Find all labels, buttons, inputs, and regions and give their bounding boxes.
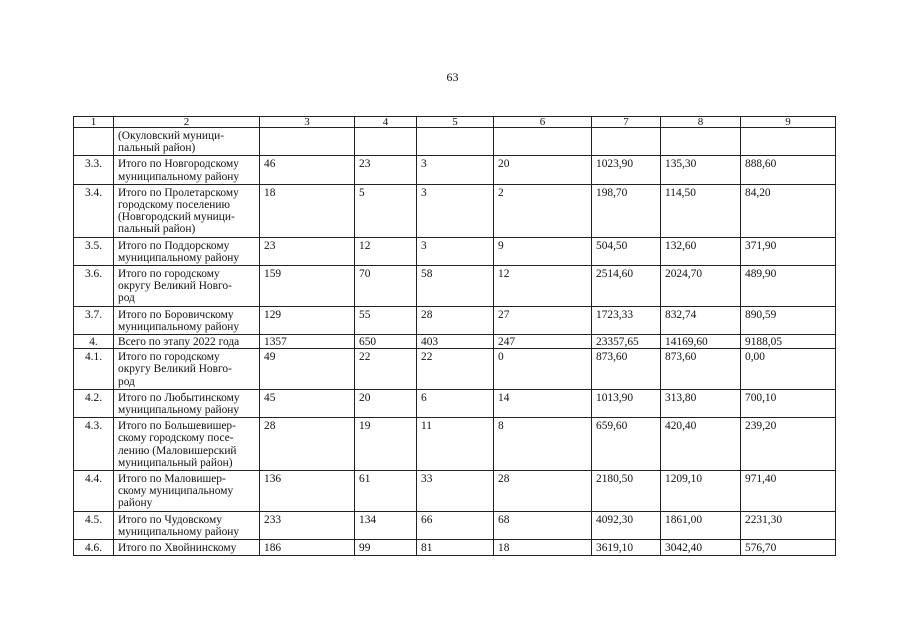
cell-col-3: 23: [260, 237, 355, 265]
header-col-name: 2: [114, 117, 260, 128]
cell-col-5: 403: [417, 335, 494, 349]
cell-col-9: 239,20: [741, 418, 836, 471]
table-row: [74, 418, 836, 471]
cell-col-4: 55: [355, 306, 417, 334]
cell-col-5: 11: [417, 418, 494, 471]
cell-col-3: 18: [260, 184, 355, 237]
cell-col-3: 46: [260, 156, 355, 184]
cell-col-name: (Окуловский муници- пальный район): [114, 128, 260, 156]
cell-col-name: Итого по городскому округу Великий Новго- род: [114, 349, 260, 390]
table-row: [74, 540, 836, 556]
header-col-3: 3: [260, 117, 355, 128]
cell-col-6: 28: [494, 471, 592, 512]
cell-col-9: 890,59: [741, 306, 836, 334]
cell-col-4: 23: [355, 156, 417, 184]
cell-col-8: 873,60: [661, 349, 741, 390]
cell-col-8: 135,30: [661, 156, 741, 184]
cell-col-8: 313,80: [661, 389, 741, 417]
cell-col-3: 1357: [260, 335, 355, 349]
cell-col-9: 84,20: [741, 184, 836, 237]
cell-col-6: 68: [494, 511, 592, 539]
cell-col-8: 114,50: [661, 184, 741, 237]
cell-col-9: 9188,05: [741, 335, 836, 349]
cell-col-5: 3: [417, 156, 494, 184]
cell-col-3: 186: [260, 540, 355, 556]
cell-col-5: 58: [417, 266, 494, 307]
cell-col-name: Итого по Хвойнинскому: [114, 540, 260, 556]
cell-col-9: 576,70: [741, 540, 836, 556]
cell-col-5: 33: [417, 471, 494, 512]
header-row: [74, 117, 836, 128]
header-col-7: 7: [592, 117, 661, 128]
cell-col-9: 971,40: [741, 471, 836, 512]
cell-col-8: 1861,00: [661, 511, 741, 539]
cell-col-4: 20: [355, 389, 417, 417]
cell-col-5: 22: [417, 349, 494, 390]
data-table: [73, 116, 836, 556]
cell-col-7: 4092,30: [592, 511, 661, 539]
cell-col-3: 233: [260, 511, 355, 539]
cell-col-3: 45: [260, 389, 355, 417]
cell-col-9: 888,60: [741, 156, 836, 184]
cell-col-8: 2024,70: [661, 266, 741, 307]
cell-col-4: 650: [355, 335, 417, 349]
header-col-8: 8: [661, 117, 741, 128]
cell-col-6: 27: [494, 306, 592, 334]
cell-col-index: 4.2.: [74, 389, 114, 417]
cell-col-name: Итого по Большевишер- скому городскому посе- лению (Маловишерский муниципальный район): [114, 418, 260, 471]
cell-col-index: 4.: [74, 335, 114, 349]
cell-col-6: 12: [494, 266, 592, 307]
cell-col-6: 20: [494, 156, 592, 184]
cell-col-5: 6: [417, 389, 494, 417]
cell-col-7: 3619,10: [592, 540, 661, 556]
table-row: [74, 128, 836, 156]
table-row: [74, 184, 836, 237]
table-row: [74, 335, 836, 349]
cell-col-index: 3.6.: [74, 266, 114, 307]
cell-col-name: Итого по городскому округу Великий Новго- род: [114, 266, 260, 307]
cell-col-name: Итого по Чудовскому муниципальному району: [114, 511, 260, 539]
cell-col-index: 3.3.: [74, 156, 114, 184]
table-row: [74, 511, 836, 539]
cell-col-8: 3042,40: [661, 540, 741, 556]
cell-col-6: 9: [494, 237, 592, 265]
cell-col-7: 2180,50: [592, 471, 661, 512]
cell-col-name: Итого по Боровичскому муниципальному району: [114, 306, 260, 334]
cell-col-7: 659,60: [592, 418, 661, 471]
cell-col-8: 1209,10: [661, 471, 741, 512]
cell-col-6: 247: [494, 335, 592, 349]
cell-col-3: 129: [260, 306, 355, 334]
cell-col-name: Итого по Поддорскому муниципальному району: [114, 237, 260, 265]
cell-col-7: 198,70: [592, 184, 661, 237]
cell-col-4: 134: [355, 511, 417, 539]
cell-col-7: 2514,60: [592, 266, 661, 307]
cell-col-name: Всего по этапу 2022 года: [114, 335, 260, 349]
cell-col-index: 3.5.: [74, 237, 114, 265]
cell-col-7: 873,60: [592, 349, 661, 390]
header-col-9: 9: [741, 117, 836, 128]
cell-col-index: 3.4.: [74, 184, 114, 237]
cell-col-4: 5: [355, 184, 417, 237]
cell-col-9: 371,90: [741, 237, 836, 265]
cell-col-8: [661, 128, 741, 156]
cell-col-index: 4.4.: [74, 471, 114, 512]
cell-col-4: 61: [355, 471, 417, 512]
table-row: [74, 471, 836, 512]
table-row: [74, 237, 836, 265]
cell-col-7: 504,50: [592, 237, 661, 265]
header-col-index: 1: [74, 117, 114, 128]
cell-col-5: 3: [417, 184, 494, 237]
cell-col-9: 700,10: [741, 389, 836, 417]
cell-col-5: 28: [417, 306, 494, 334]
cell-col-9: 489,90: [741, 266, 836, 307]
cell-col-8: 132,60: [661, 237, 741, 265]
cell-col-4: [355, 128, 417, 156]
cell-col-4: 99: [355, 540, 417, 556]
cell-col-9: 0,00: [741, 349, 836, 390]
cell-col-4: 70: [355, 266, 417, 307]
cell-col-3: 28: [260, 418, 355, 471]
header-col-4: 4: [355, 117, 417, 128]
header-col-6: 6: [494, 117, 592, 128]
cell-col-6: 2: [494, 184, 592, 237]
cell-col-index: 4.5.: [74, 511, 114, 539]
cell-col-4: 12: [355, 237, 417, 265]
header-col-5: 5: [417, 117, 494, 128]
cell-col-6: 0: [494, 349, 592, 390]
cell-col-7: 23357,65: [592, 335, 661, 349]
cell-col-3: [260, 128, 355, 156]
table-row: [74, 306, 836, 334]
cell-col-8: 832,74: [661, 306, 741, 334]
cell-col-index: 3.7.: [74, 306, 114, 334]
cell-col-name: Итого по Новгородскому муниципальному району: [114, 156, 260, 184]
table-body: [74, 128, 836, 556]
cell-col-index: [74, 128, 114, 156]
cell-col-5: 66: [417, 511, 494, 539]
cell-col-6: 14: [494, 389, 592, 417]
cell-col-index: 4.3.: [74, 418, 114, 471]
cell-col-7: [592, 128, 661, 156]
cell-col-7: 1023,90: [592, 156, 661, 184]
cell-col-7: 1013,90: [592, 389, 661, 417]
cell-col-name: Итого по Любытинскому муниципальному району: [114, 389, 260, 417]
cell-col-3: 49: [260, 349, 355, 390]
cell-col-6: 8: [494, 418, 592, 471]
table-row: [74, 156, 836, 184]
cell-col-6: 18: [494, 540, 592, 556]
table-header: [74, 117, 836, 128]
cell-col-index: 4.1.: [74, 349, 114, 390]
page-number: 63: [446, 70, 459, 84]
cell-col-9: 2231,30: [741, 511, 836, 539]
cell-col-8: 14169,60: [661, 335, 741, 349]
cell-col-4: 19: [355, 418, 417, 471]
cell-col-name: Итого по Пролетарскому городскому поселению (Новгородский муници- пальный район): [114, 184, 260, 237]
table-row: [74, 349, 836, 390]
cell-col-name: Итого по Маловишер- скому муниципальному району: [114, 471, 260, 512]
cell-col-6: [494, 128, 592, 156]
cell-col-5: [417, 128, 494, 156]
cell-col-5: 3: [417, 237, 494, 265]
cell-col-4: 22: [355, 349, 417, 390]
cell-col-5: 81: [417, 540, 494, 556]
cell-col-8: 420,40: [661, 418, 741, 471]
cell-col-7: 1723,33: [592, 306, 661, 334]
cell-col-9: [741, 128, 836, 156]
cell-col-3: 159: [260, 266, 355, 307]
cell-col-3: 136: [260, 471, 355, 512]
table-row: [74, 389, 836, 417]
table-row: [74, 266, 836, 307]
cell-col-index: 4.6.: [74, 540, 114, 556]
